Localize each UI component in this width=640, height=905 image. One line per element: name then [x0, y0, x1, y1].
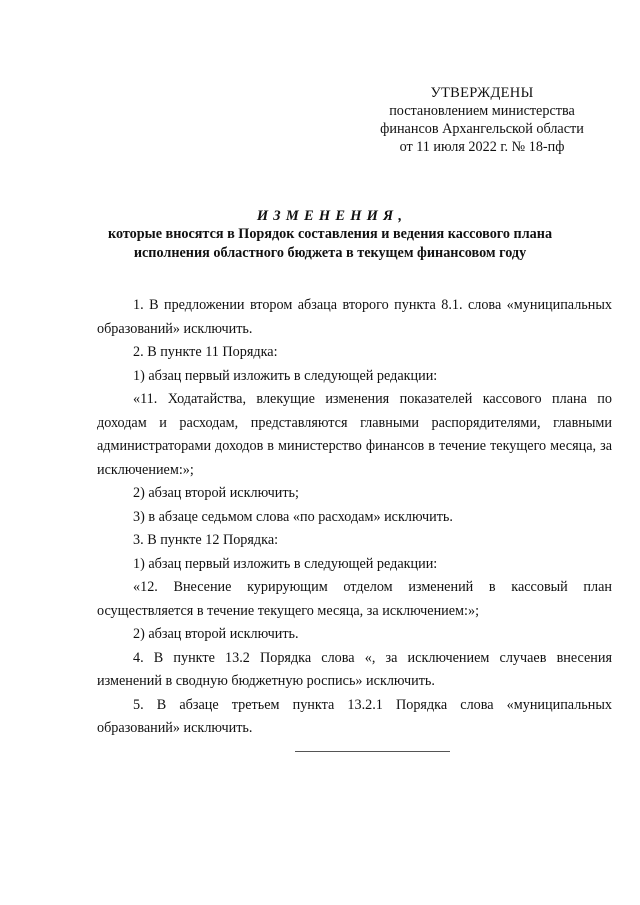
end-divider-line [295, 751, 450, 752]
paragraph-subitem-2-3: 3) в абзаце седьмом слова «по расходам» исключить. [133, 508, 453, 525]
paragraph-subitem-2-2: 2) абзац второй исключить; [133, 485, 299, 501]
approval-heading: УТВЕРЖДЕНЫ [430, 85, 534, 101]
approval-stamp [362, 84, 602, 156]
paragraph-subitem-3-1: 1) абзац первый изложить в следующей редакции: [133, 555, 438, 572]
document-title [80, 207, 580, 262]
title-subtitle-line-2: исполнения областного бюджета в текущем финансовом году [133, 244, 527, 261]
paragraph-item-1: 1. В предложении втором абзаца второго пункта 8.1. слова «муниципальных образований» исключить. [97, 297, 612, 337]
paragraph-subitem-3-2: 2) абзац второй исключить. [133, 626, 299, 642]
approval-line-1: постановлением министерства [389, 103, 575, 119]
title-main: ИЗМЕНЕНИЯ, [256, 208, 408, 224]
paragraph-quote-12: «12. Внесение курирующим отделом изменений в кассовый план осуществляется в течение текущего месяца, за исключением:»; [97, 579, 612, 619]
title-subtitle-line-1: которые вносятся в Порядок составления и ведения кассового плана [107, 226, 553, 242]
approval-line-3: от 11 июля 2022 г. № 18-пф [399, 139, 565, 155]
paragraph-item-2: 2. В пункте 11 Порядка: [133, 344, 278, 360]
paragraph-item-3: 3. В пункте 12 Порядка: [133, 532, 279, 548]
approval-line-2: финансов Архангельской области [380, 121, 584, 137]
paragraph-item-4: 4. В пункте 13.2 Порядка слова «, за исключением случаев внесения изменений в сводную бюджетную роспись» исключить. [97, 649, 612, 689]
paragraph-item-5: 5. В абзаце третьем пункта 13.2.1 Порядка слова «муниципальных образований» исключить. [97, 696, 612, 736]
document-body [97, 294, 612, 741]
paragraph-quote-11: «11. Ходатайства, влекущие изменения показателей кассового плана по доходам и расходам, представляются главными распорядителями, главными администраторами доходов в министерство финансов в течение текущего месяца, за исключением:»; [97, 391, 612, 478]
paragraph-subitem-2-1: 1) абзац первый изложить в следующей редакции: [133, 367, 438, 384]
